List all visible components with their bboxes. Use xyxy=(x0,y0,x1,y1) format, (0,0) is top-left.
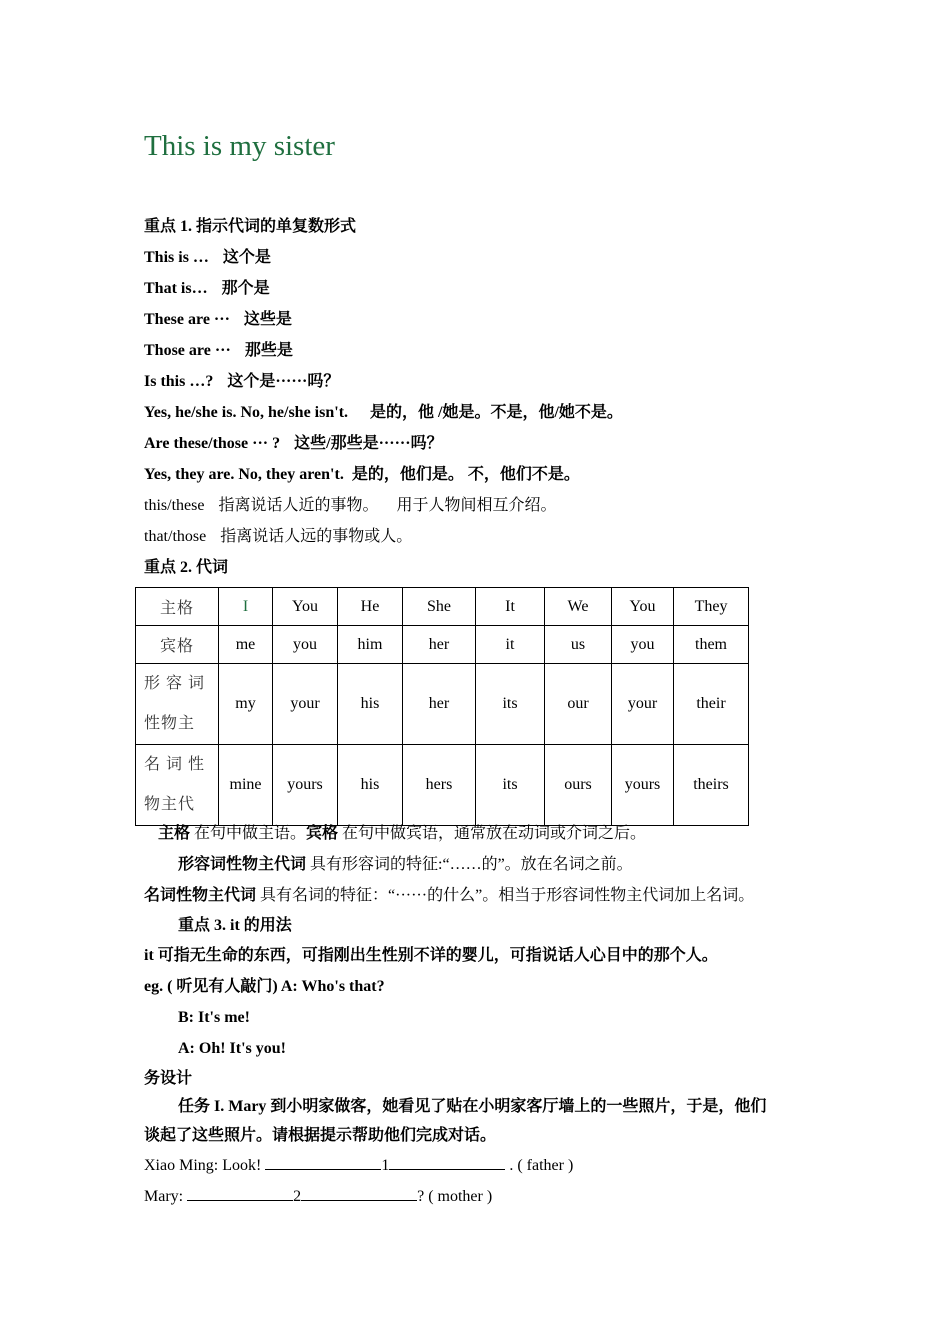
phrase-en: Those are ··· xyxy=(144,342,231,359)
phrase-en: Is this …? xyxy=(144,373,214,390)
table-cell: ours xyxy=(545,745,612,826)
row-header xyxy=(136,664,219,745)
table-cell: our xyxy=(545,664,612,745)
note-term: 主格 xyxy=(158,825,191,842)
phrase-line xyxy=(144,403,623,423)
note-text: 在句中做主语。 xyxy=(190,825,307,842)
dialogue-line xyxy=(144,1186,492,1207)
phrase-cn: 这个是······吗？ xyxy=(227,373,340,390)
answer-blank[interactable] xyxy=(187,1186,293,1201)
table-cell: yours xyxy=(273,745,338,826)
table-cell: it xyxy=(476,626,545,664)
dialogue-hint: . ( father ) xyxy=(509,1157,574,1174)
answer-blank[interactable] xyxy=(265,1155,381,1170)
note-line xyxy=(144,886,754,906)
table-cell: its xyxy=(476,664,545,745)
table-cell: his xyxy=(338,664,403,745)
answer-blank[interactable] xyxy=(301,1186,417,1201)
row-header-line: 物主代 xyxy=(144,796,196,813)
pronoun-table xyxy=(135,587,749,826)
usage-desc: 指离说话人近的事物。 xyxy=(218,497,379,514)
usage-term: that/those xyxy=(144,528,207,545)
phrase-line xyxy=(144,465,580,485)
note-term: 宾格 xyxy=(306,825,339,842)
table-cell: yours xyxy=(612,745,674,826)
usage-line xyxy=(144,527,412,547)
usage-term: this/these xyxy=(144,497,205,514)
phrase-line xyxy=(144,279,270,299)
table-cell: hers xyxy=(403,745,476,826)
task-text: 谈起了这些照片。请根据提示帮助他们完成对话。 xyxy=(144,1127,497,1144)
section-heading-3: 重点 3. it 的用法 xyxy=(178,917,292,934)
example-line: B: It's me! xyxy=(178,1009,250,1026)
dialogue-speaker: Mary: xyxy=(144,1188,184,1205)
phrase-en: Yes, he/she is. No, he/she isn't. xyxy=(144,404,349,421)
phrase-en: Are these/those ··· ? xyxy=(144,435,281,452)
table-cell: We xyxy=(545,588,612,626)
task-text: 任务 I. Mary 到小明家做客，她看见了贴在小明家客厅墙上的一些照片，于是，他们 xyxy=(178,1098,767,1115)
note-line: it 可指无生命的东西，可指刚出生性别不详的婴儿，可指说话人心目中的那个人。 xyxy=(144,947,718,964)
table-cell: me xyxy=(219,626,273,664)
row-header: 宾格 xyxy=(136,626,219,664)
table-row xyxy=(136,745,749,826)
row-header xyxy=(136,745,219,826)
table-cell: you xyxy=(612,626,674,664)
phrase-cn: 这个是 xyxy=(222,249,271,266)
phrase-en: Yes, they are. No, they aren't. xyxy=(144,466,344,483)
phrase-cn: 那个是 xyxy=(221,280,270,297)
table-cell: She xyxy=(403,588,476,626)
table-cell: them xyxy=(674,626,749,664)
table-cell: his xyxy=(338,745,403,826)
blank-number: 2 xyxy=(293,1188,302,1205)
section-heading-2: 重点 2. 代词 xyxy=(144,559,229,576)
table-row xyxy=(136,664,749,745)
table-cell: I xyxy=(219,588,273,626)
table-cell: You xyxy=(612,588,674,626)
row-header-line: 性物主 xyxy=(144,715,196,732)
usage-desc: 指离说话人远的事物或人。 xyxy=(220,528,413,545)
table-cell: us xyxy=(545,626,612,664)
phrase-cn: 是的，他 /她是。不是，他/她不是。 xyxy=(370,404,623,421)
phrase-en: These are ··· xyxy=(144,311,230,328)
blank-number: 1 xyxy=(381,1157,390,1174)
page-title: This is my sister xyxy=(144,130,335,162)
phrase-cn: 这些/那些是······吗？ xyxy=(294,435,443,452)
table-row xyxy=(136,626,749,664)
answer-blank[interactable] xyxy=(389,1155,505,1170)
table-cell: your xyxy=(612,664,674,745)
table-cell: you xyxy=(273,626,338,664)
table-cell: him xyxy=(338,626,403,664)
table-cell: her xyxy=(403,626,476,664)
dialogue-speaker: Xiao Ming: Look! xyxy=(144,1157,262,1174)
row-header-line: 形 容 词 xyxy=(144,675,206,692)
table-cell: your xyxy=(273,664,338,745)
usage-desc-2: 用于人物间相互介绍。 xyxy=(396,497,557,514)
phrase-cn: 那些是 xyxy=(244,342,293,359)
dialogue-line xyxy=(144,1155,573,1176)
dialogue-hint: ? ( mother ) xyxy=(417,1188,493,1205)
note-line xyxy=(178,855,633,875)
note-text: 在句中做宾语，通常放在动词或介词之后。 xyxy=(338,825,647,842)
section-heading-1: 重点 1. 指示代词的单复数形式 xyxy=(144,218,357,235)
example-line: eg. ( 听见有人敲门) A: Who's that? xyxy=(144,978,385,995)
table-cell: their xyxy=(674,664,749,745)
table-cell: He xyxy=(338,588,403,626)
phrase-line xyxy=(144,434,443,454)
table-cell: It xyxy=(476,588,545,626)
note-line xyxy=(158,824,646,844)
table-cell: You xyxy=(273,588,338,626)
note-term: 名词性物主代词 xyxy=(144,887,257,904)
phrase-cn: 是的，他们是。 不，他们不是。 xyxy=(351,466,580,483)
phrase-cn: 这些是 xyxy=(243,311,292,328)
phrase-line xyxy=(144,372,339,392)
table-cell: my xyxy=(219,664,273,745)
note-term: 形容词性物主代词 xyxy=(178,856,307,873)
usage-line xyxy=(144,496,556,516)
table-cell: They xyxy=(674,588,749,626)
table-cell: its xyxy=(476,745,545,826)
phrase-line xyxy=(144,341,293,361)
section-heading-4: 务设计 xyxy=(144,1070,193,1087)
phrase-line xyxy=(144,310,292,330)
phrase-en: This is … xyxy=(144,249,209,266)
table-cell: her xyxy=(403,664,476,745)
table-cell: mine xyxy=(219,745,273,826)
example-line: A: Oh! It's you! xyxy=(178,1040,287,1057)
phrase-en: That is… xyxy=(144,280,208,297)
row-header: 主格 xyxy=(136,588,219,626)
table-cell: theirs xyxy=(674,745,749,826)
table-row xyxy=(136,588,749,626)
note-text: 具有形容词的特征:“……的”。放在名词之前。 xyxy=(306,856,633,873)
note-text: 具有名词的特征：“······的什么”。相当于形容词性物主代词加上名词。 xyxy=(256,887,755,904)
row-header-line: 名 词 性 xyxy=(144,756,206,773)
phrase-line xyxy=(144,248,271,268)
